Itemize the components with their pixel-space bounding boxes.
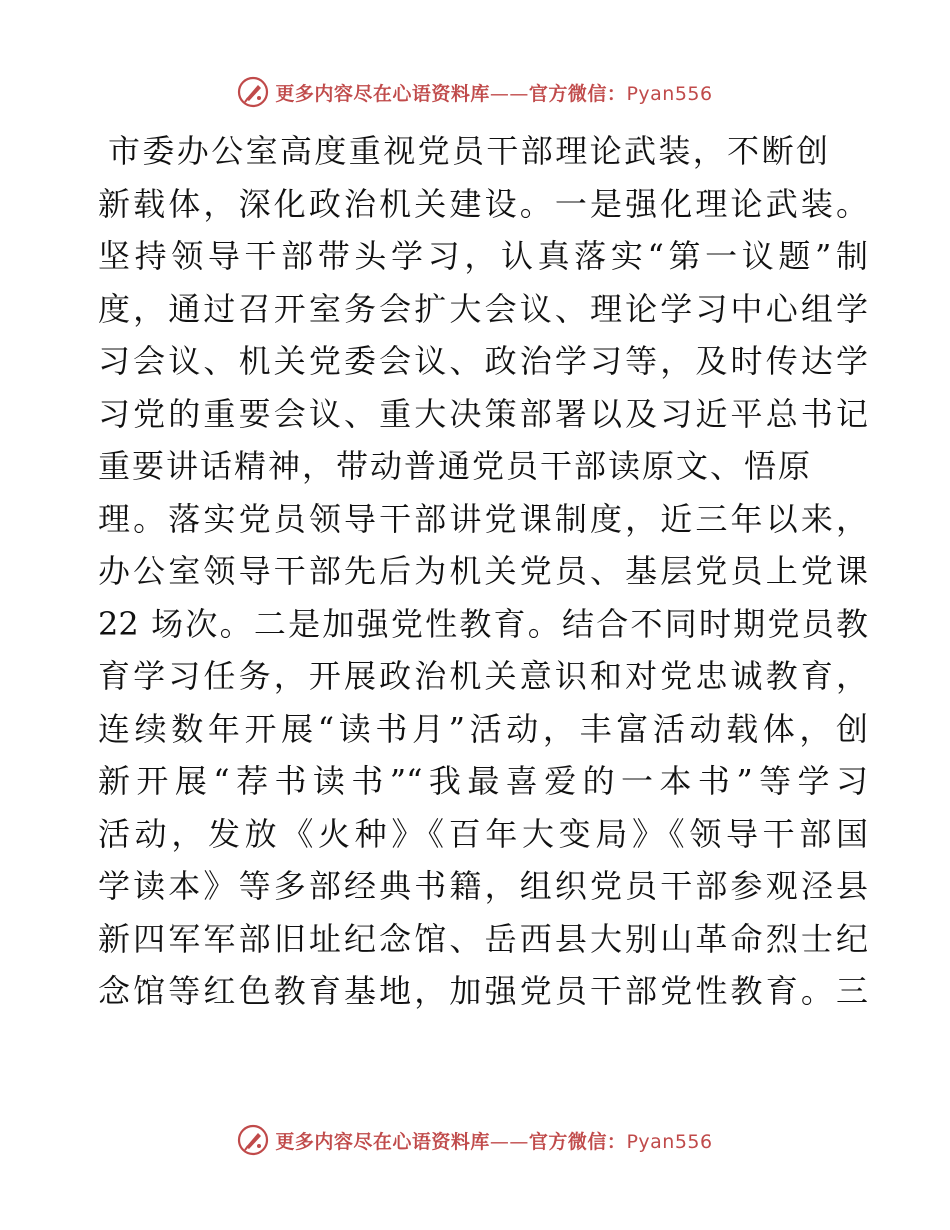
quill-pen-icon: [237, 1124, 269, 1156]
watermark-dash: ——: [489, 1130, 529, 1153]
header-watermark: [0, 72, 950, 112]
watermark-label: 官方微信: [528, 1130, 607, 1153]
text-line: 念馆等红色教育基地，加强党员干部党性教育。三: [98, 972, 868, 1010]
watermark-text: [275, 1127, 712, 1154]
text-line: 22 场次。二是加强党性教育。结合不同时期党员教: [98, 604, 868, 643]
watermark-label: 官方微信: [528, 82, 607, 105]
text-line: 重要讲话精神，带动普通党员干部读原文、悟原: [98, 447, 810, 485]
watermark-slogan: 更多内容尽在心语资料库: [275, 82, 490, 105]
watermark-text: [275, 79, 712, 106]
document-body: [98, 125, 868, 1018]
watermark-wechat-id: Pyan556: [626, 82, 713, 105]
text-line: 坚持领导干部带头学习，认真落实“第一议题”制: [98, 237, 868, 275]
watermark-colon: ：: [606, 82, 627, 105]
text-line: 度，通过召开室务会扩大会议、理论学习中心组学: [98, 289, 868, 328]
text-line: 理。落实党员领导干部讲党课制度，近三年以来，: [98, 499, 868, 538]
watermark-dash: ——: [489, 82, 529, 105]
text-line: 市委办公室高度重视党员干部理论武装，不断创: [108, 132, 828, 170]
quill-pen-icon: [237, 76, 269, 108]
text-line: 新四军军部旧址纪念馆、岳西县大别山革命烈士纪: [98, 919, 868, 958]
text-line: 新开展“荐书读书”“我最喜爱的一本书”等学习: [98, 762, 868, 800]
watermark-slogan: 更多内容尽在心语资料库: [275, 1130, 490, 1153]
text-line: 新载体，深化政治机关建设。一是强化理论武装。: [98, 184, 868, 223]
watermark-colon: ：: [606, 1130, 627, 1153]
text-line: 活动，发放《火种》《百年大变局》《领导干部国: [98, 814, 868, 853]
footer-watermark: [0, 1120, 950, 1160]
text-line: 习会议、机关党委会议、政治学习等，及时传达学: [98, 342, 868, 380]
text-line: 习党的重要会议、重大决策部署以及习近平总书记: [98, 394, 868, 433]
text-line: 育学习任务，开展政治机关意识和对党忠诚教育，: [98, 657, 868, 695]
watermark-wechat-id: Pyan556: [626, 1130, 713, 1153]
text-line: 办公室领导干部先后为机关党员、基层党员上党课: [98, 552, 868, 590]
text-line: 学读本》等多部经典书籍，组织党员干部参观泾县: [98, 867, 868, 905]
text-line: 连续数年开展“读书月”活动，丰富活动载体，创: [98, 709, 868, 748]
